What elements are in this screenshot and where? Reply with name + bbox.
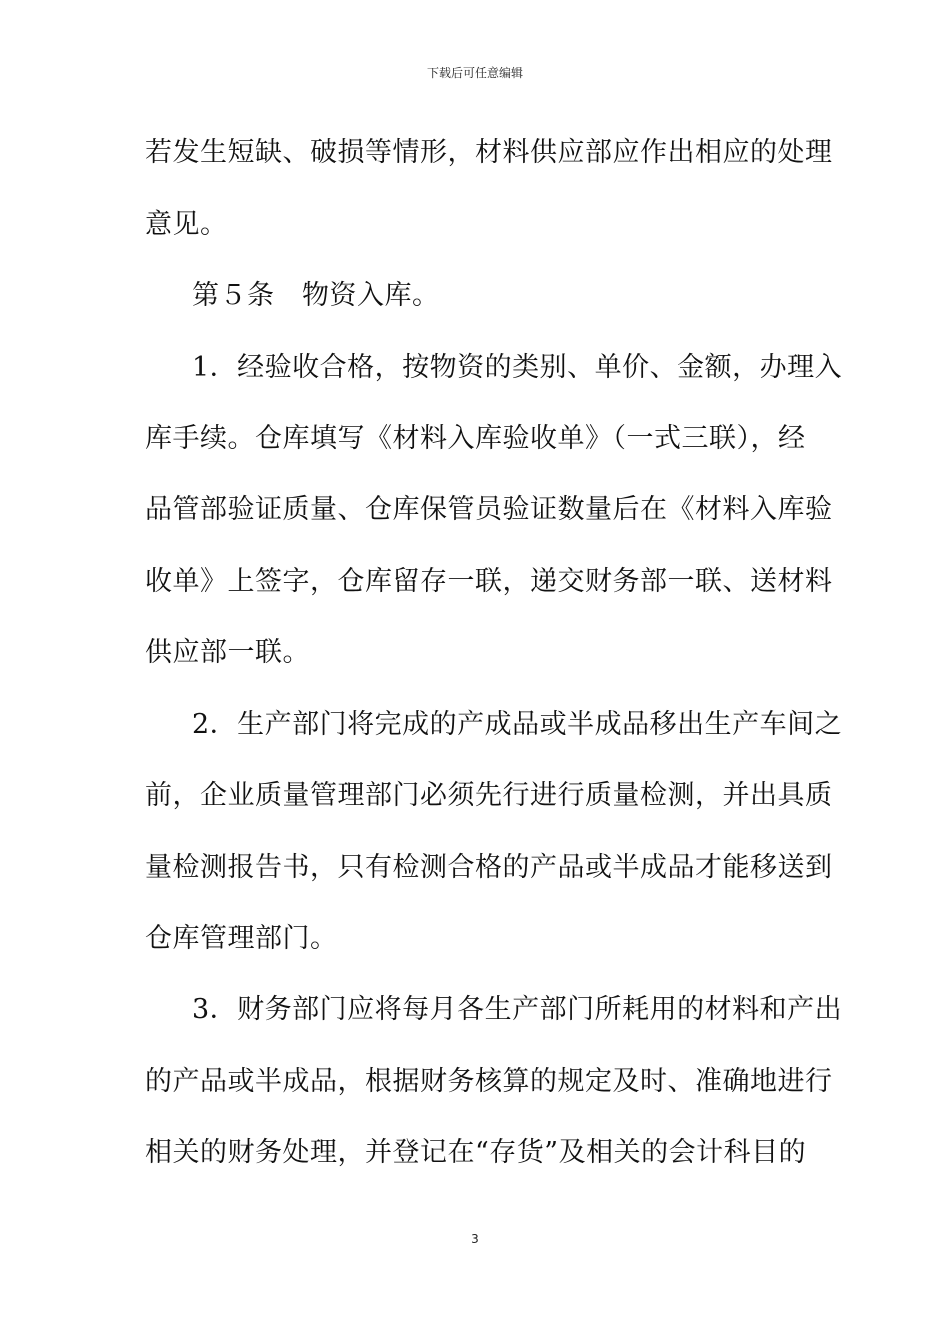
text-line-14: 的产品或半成品，根据财务核算的规定及时、准确地进行	[145, 1066, 833, 1097]
text-line-7: 收单》上签字，仓库留存一联，递交财务部一联、送材料	[145, 566, 833, 597]
text-line-12: 仓库管理部门。	[145, 923, 338, 954]
text-line-13: 3．财务部门应将每月各生产部门所耗用的材料和产出	[192, 994, 843, 1025]
text-line-11: 量检测报告书，只有检测合格的产品或半成品才能移送到	[145, 852, 833, 883]
text-line-15: 相关的财务处理，并登记在“存货”及相关的会计科目的	[145, 1137, 807, 1168]
text-line-1: 若发生短缺、破损等情形，材料供应部应作出相应的处理	[145, 137, 833, 168]
text-line-6: 品管部验证质量、仓库保管员验证数量后在《材料入库验	[145, 494, 833, 525]
text-line-9: 2．生产部门将完成的产成品或半成品移出生产车间之	[192, 709, 843, 740]
text-line-5: 库手续。仓库填写《材料入库验收单》（一式三联），经	[145, 423, 806, 454]
text-line-2: 意见。	[145, 209, 228, 240]
text-line-4: 1．经验收合格，按物资的类别、单价、金额，办理入	[192, 352, 843, 383]
text-line-8: 供应部一联。	[145, 637, 310, 668]
page-number: 3	[471, 1232, 479, 1246]
article-heading: 第５条 物资入库。	[192, 280, 440, 311]
page-header: 下载后可任意编辑	[426, 66, 523, 80]
text-line-10: 前，企业质量管理部门必须先行进行质量检测，并出具质	[145, 780, 833, 811]
